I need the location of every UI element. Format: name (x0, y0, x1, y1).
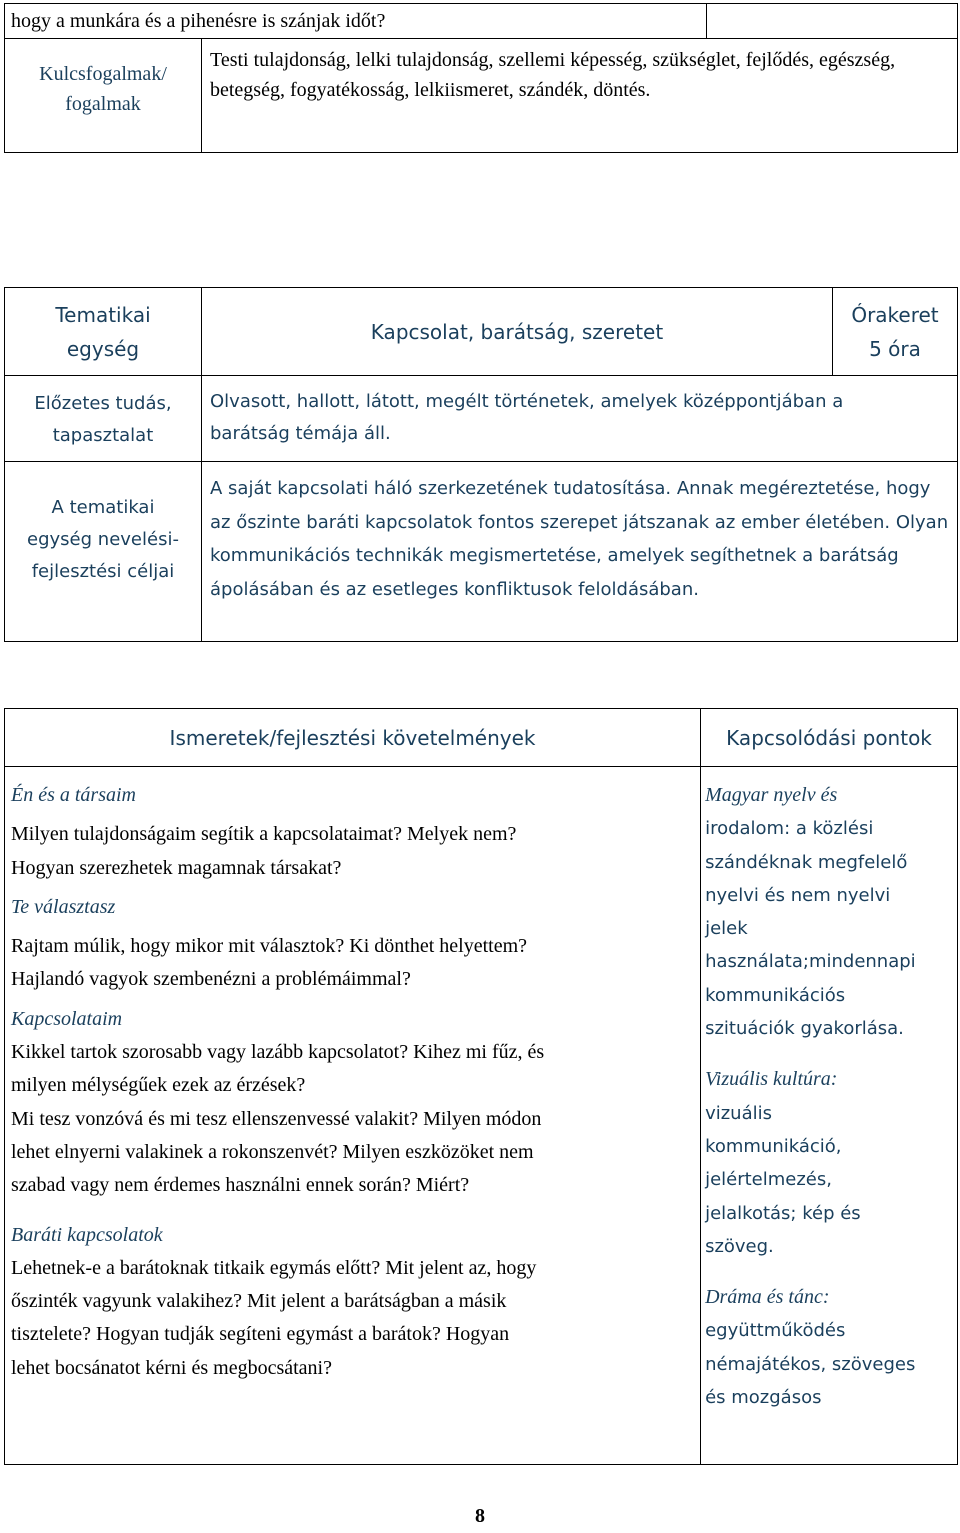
connection-line: szándéknak megfelelő (705, 851, 908, 873)
section-line: Mi tesz vonzóvá és mi tesz ellenszenvessé valakit? Milyen módon (11, 1107, 542, 1130)
connection-line: és mozgásos (705, 1387, 822, 1409)
section-line: szabad vagy nem érdemes használni ennek során? Miért? (11, 1174, 470, 1197)
connection-line: irodalom: a közlési (705, 818, 874, 840)
hours-label: Órakeret (851, 303, 939, 327)
connection-line: szöveg. (705, 1235, 774, 1257)
key-concepts-label-cell (5, 39, 202, 153)
prior-label-line1: Előzetes tudás, (34, 393, 172, 414)
prior-label-line2: tapasztalat (52, 425, 154, 446)
connection-line: jelalkotás; kép és (705, 1202, 861, 1224)
requirements-header-cell (5, 709, 701, 767)
section-line: Hogyan szerezhetek magamnak társakat? (11, 856, 342, 879)
connections-header-cell (701, 709, 958, 767)
connection-line: kommunikáció, (705, 1135, 842, 1157)
goals-label-line3: fejlesztési céljai (31, 561, 175, 582)
section-line: Kikkel tartok szorosabb vagy lazább kapcsolatot? Kihez mi fűz, és (11, 1041, 545, 1064)
page-number: 8 (475, 1505, 485, 1527)
section-line: Milyen tulajdonságaim segítik a kapcsolataimat? Melyek nem? (11, 823, 517, 846)
connection-line: jelértelmezés, (705, 1169, 832, 1191)
connection-line: jelek (705, 918, 748, 940)
requirements-header: Ismeretek/fejlesztési követelmények (169, 725, 536, 750)
section-line: milyen mélységűek ezek az érzések? (11, 1074, 306, 1097)
unit-label-line2: egység (66, 337, 140, 361)
connections-content-cell (701, 767, 958, 1465)
key-concepts-label-line1: Kulcsfogalmak/ (39, 63, 167, 85)
hours-cell (833, 288, 958, 376)
connection-heading-drama: Dráma és tánc: (705, 1286, 830, 1309)
connection-line: vizuális (705, 1102, 772, 1124)
requirements-content-cell (5, 767, 701, 1465)
connection-heading-magyar: Magyar nyelv és (705, 784, 838, 806)
connection-line: nyelvi és nem nyelvi (705, 884, 891, 906)
key-concepts-table (4, 3, 958, 153)
section-heading-en-es-a-tarsaim: Én és a társaim (11, 784, 136, 806)
carryover-cell (5, 4, 707, 39)
goals-content-cell (202, 462, 958, 642)
key-concepts-content-cell (202, 39, 958, 153)
section-heading-kapcsolataim: Kapcsolataim (11, 1007, 123, 1030)
connection-line: némajátékos, szöveges (705, 1353, 916, 1375)
goals-label-line2: egység nevelési- (27, 529, 179, 550)
connection-line: szituációk gyakorlása. (705, 1018, 904, 1040)
unit-title: Kapcsolat, barátság, szeretet (370, 319, 664, 344)
prior-knowledge-content-cell (202, 376, 958, 462)
unit-label-cell (5, 288, 202, 376)
section-line: Rajtam múlik, hogy mikor mit választok? Ki dönthet helyettem? (11, 935, 528, 958)
requirements-content (11, 779, 694, 1385)
goals-label-cell (5, 462, 202, 642)
carryover-text: hogy a munkára és a pihenésre is szánjak időt? (11, 10, 386, 32)
empty-cell (707, 4, 958, 39)
section-line: Lehetnek-e a barátoknak titkaik egymás előtt? Mit jelent az, hogy (11, 1256, 537, 1279)
goals-label-line1: A tematikai (51, 497, 155, 518)
section-line: lehet bocsánatot kérni és megbocsátani? (11, 1356, 332, 1379)
key-concepts-text: Testi tulajdonság, lelki tulajdonság, szellemi képesség, szükséglet, fejlődés, egészség, betegség, fogyatékosság, lelkiismeret, szándék, döntés. (210, 49, 896, 101)
unit-title-cell (202, 288, 833, 376)
connection-line: együttműködés (705, 1320, 846, 1342)
section-line: Hajlandó vagyok szembenézni a problémáimmal? (11, 968, 411, 991)
connections-content (705, 779, 953, 1414)
section-line: tisztelete? Hogyan tudják segíteni egymást a barátok? Hogyan (11, 1323, 510, 1346)
section-line: őszinték vagyunk valakihez? Mit jelent a barátságban a másik (11, 1290, 507, 1313)
section-line: lehet elnyerni valakinek a rokonszenvét? Milyen eszközöket nem (11, 1140, 534, 1163)
prior-knowledge-text: Olvasott, hallott, látott, megélt történetek, amelyek középpontjában a barátság témája áll. (210, 391, 844, 444)
goals-text: A saját kapcsolati háló szerkezetének tudatosítása. Annak megéreztetése, hogy az őszinte baráti kapcsolatok fontos szerepet játszanak az ember életében. Olyan kommunikációs technikák megismertetése, amelyek segíthetnek a barátság ápolásában és az esetleges konfliktusok feloldásában. (210, 478, 949, 600)
key-concepts-label-line2: fogalmak (65, 93, 141, 115)
prior-knowledge-label-cell (5, 376, 202, 462)
unit-table (4, 287, 958, 642)
section-heading-barati-kapcsolatok: Baráti kapcsolatok (11, 1223, 163, 1246)
connection-line: használata;mindennapi (705, 951, 916, 973)
unit-label-line1: Tematikai (55, 303, 151, 327)
connection-line: kommunikációs (705, 984, 846, 1006)
connection-heading-vizualis: Vizuális kultúra: (705, 1068, 838, 1091)
hours-value: 5 óra (869, 337, 921, 361)
section-heading-te-valasztasz: Te választasz (11, 895, 116, 918)
connections-header: Kapcsolódási pontok (726, 725, 932, 750)
requirements-table (4, 708, 958, 1465)
